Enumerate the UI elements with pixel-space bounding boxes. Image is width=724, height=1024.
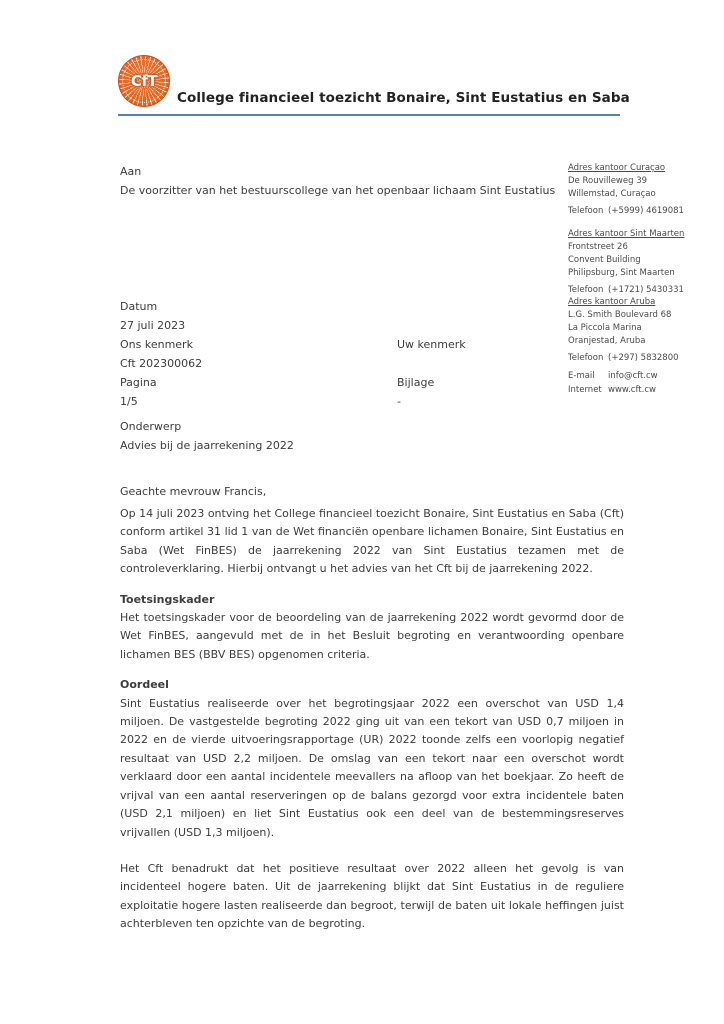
address-line: Willemstad, Curaçao <box>568 189 656 199</box>
address-line: La Piccola Marina <box>568 323 642 333</box>
address-line: Convent Building <box>568 255 641 265</box>
paragraph-toetsingskader: Het toetsingskader voor de beoordeling van de jaarrekening 2022 wordt gevormd door de Wet FinBES, aangevuld met de in het Besluit begroting en verantwoording openbare lichamen BES (BBV BES) opgenomen criteria. <box>120 611 624 661</box>
phone-value: (+297) 5832800 <box>608 353 679 363</box>
office-curacao <box>568 162 718 218</box>
salutation: Geachte mevrouw Francis, <box>120 485 267 498</box>
office-heading: Adres kantoor Aruba <box>568 297 656 307</box>
recipient-label: Aan <box>120 165 142 178</box>
paragraph-oordeel-1: Sint Eustatius realiseerde over het begrotingsjaar 2022 een overschot van USD 1,4 miljoen. De vastgestelde begroting 2022 ging uit van een tekort van USD 0,7 miljoen in 2022 en de vierde uitvoeringsrapportage (UR) 2022 toonde zelfs een voorlopig negatief resultaat van USD 2,2 miljoen. De omslag van een tekort naar een overschot wordt verklaard door een aantal incidentele meevallers na afloop van het boekjaar. Zo heeft de vrijval van een aantal reserveringen op de balans gezorgd voor extra incidentele baten (USD 2,1 miljoen) en liet Sint Eustatius ook een deel van de bestemmingsreserves vrijvallen (USD 1,3 miljoen). <box>120 696 624 839</box>
pagina-value: 1/5 <box>120 395 138 408</box>
section-heading-toetsingskader: Toetsingskader <box>120 592 215 606</box>
address-line: Philipsburg, Sint Maarten <box>568 268 675 278</box>
cft-logo-icon <box>118 55 170 107</box>
office-heading: Adres kantoor Curaçao <box>568 163 666 173</box>
phone-value: (+1721) 5430331 <box>608 285 684 295</box>
recipient-line: De voorzitter van het bestuurscollege van het openbaar lichaam Sint Eustatius <box>120 184 556 197</box>
ons-kenmerk-label: Ons kenmerk <box>120 338 193 351</box>
letterhead <box>118 55 630 116</box>
onderwerp-label: Onderwerp <box>120 420 182 433</box>
datum-value: 27 juli 2023 <box>120 319 186 332</box>
meta-row <box>120 316 622 335</box>
phone-row <box>568 205 718 218</box>
phone-value: (+5999) 4619081 <box>608 206 684 216</box>
bijlage-value: - <box>397 395 401 408</box>
meta-row <box>120 335 622 354</box>
ons-kenmerk-value: Cft 202300062 <box>120 357 203 370</box>
pagina-label: Pagina <box>120 376 157 389</box>
letter-meta <box>120 297 622 455</box>
address-line: Frontstreet 26 <box>568 242 628 252</box>
cft-logo-text: CfT <box>130 72 158 90</box>
page-title: College financieel toezicht Bonaire, Sint Eustatius en Saba <box>177 90 630 106</box>
onderwerp-value: Advies bij de jaarrekening 2022 <box>120 439 294 452</box>
meta-row <box>120 297 622 316</box>
office-sint-maarten <box>568 228 718 297</box>
uw-kenmerk-label: Uw kenmerk <box>397 338 466 351</box>
meta-row <box>120 392 622 411</box>
datum-label: Datum <box>120 300 158 313</box>
office-heading: Adres kantoor Sint Maarten <box>568 229 685 239</box>
address-line: L.G. Smith Boulevard 68 <box>568 310 672 320</box>
uw-kenmerk-value <box>397 354 622 373</box>
email-value: info@cft.cw <box>608 371 658 381</box>
internet-value: www.cft.cw <box>608 385 656 395</box>
bijlage-label: Bijlage <box>397 376 435 389</box>
section-heading-oordeel: Oordeel <box>120 678 169 692</box>
address-line: De Rouvilleweg 39 <box>568 176 648 186</box>
letter-body <box>120 505 624 934</box>
onderwerp-block <box>120 417 622 455</box>
address-line: Oranjestad, Aruba <box>568 336 646 346</box>
phone-label: Telefoon <box>568 353 604 363</box>
email-label: E-mail <box>568 371 595 381</box>
recipient-block <box>120 162 580 200</box>
phone-label: Telefoon <box>568 285 604 295</box>
internet-label: Internet <box>568 385 602 395</box>
meta-row <box>120 373 622 392</box>
phone-label: Telefoon <box>568 206 604 216</box>
meta-row <box>120 354 622 373</box>
paragraph-oordeel-2: Het Cft benadrukt dat het positieve resultaat over 2022 alleen het gevolg is van incidenteel hogere baten. Uit de jaarrekening blijkt dat Sint Eustatius in de reguliere exploitatie hogere lasten realiseerde dan begroot, terwijl de baten uit lokale heffingen juist achterbleven ten opzichte van de begroting. <box>120 861 624 931</box>
paragraph-intro: Op 14 juli 2023 ontving het College financieel toezicht Bonaire, Sint Eustatius en Saba (Cft) conform artikel 31 lid 1 van de Wet financiën openbare lichamen Bonaire, Sint Eustatius en Saba (Wet FinBES) de jaarrekening 2022 van Sint Eustatius tezamen met de controleverklaring. Hierbij ontvangt u het advies van het Cft bij de jaarrekening 2022. <box>120 507 624 576</box>
